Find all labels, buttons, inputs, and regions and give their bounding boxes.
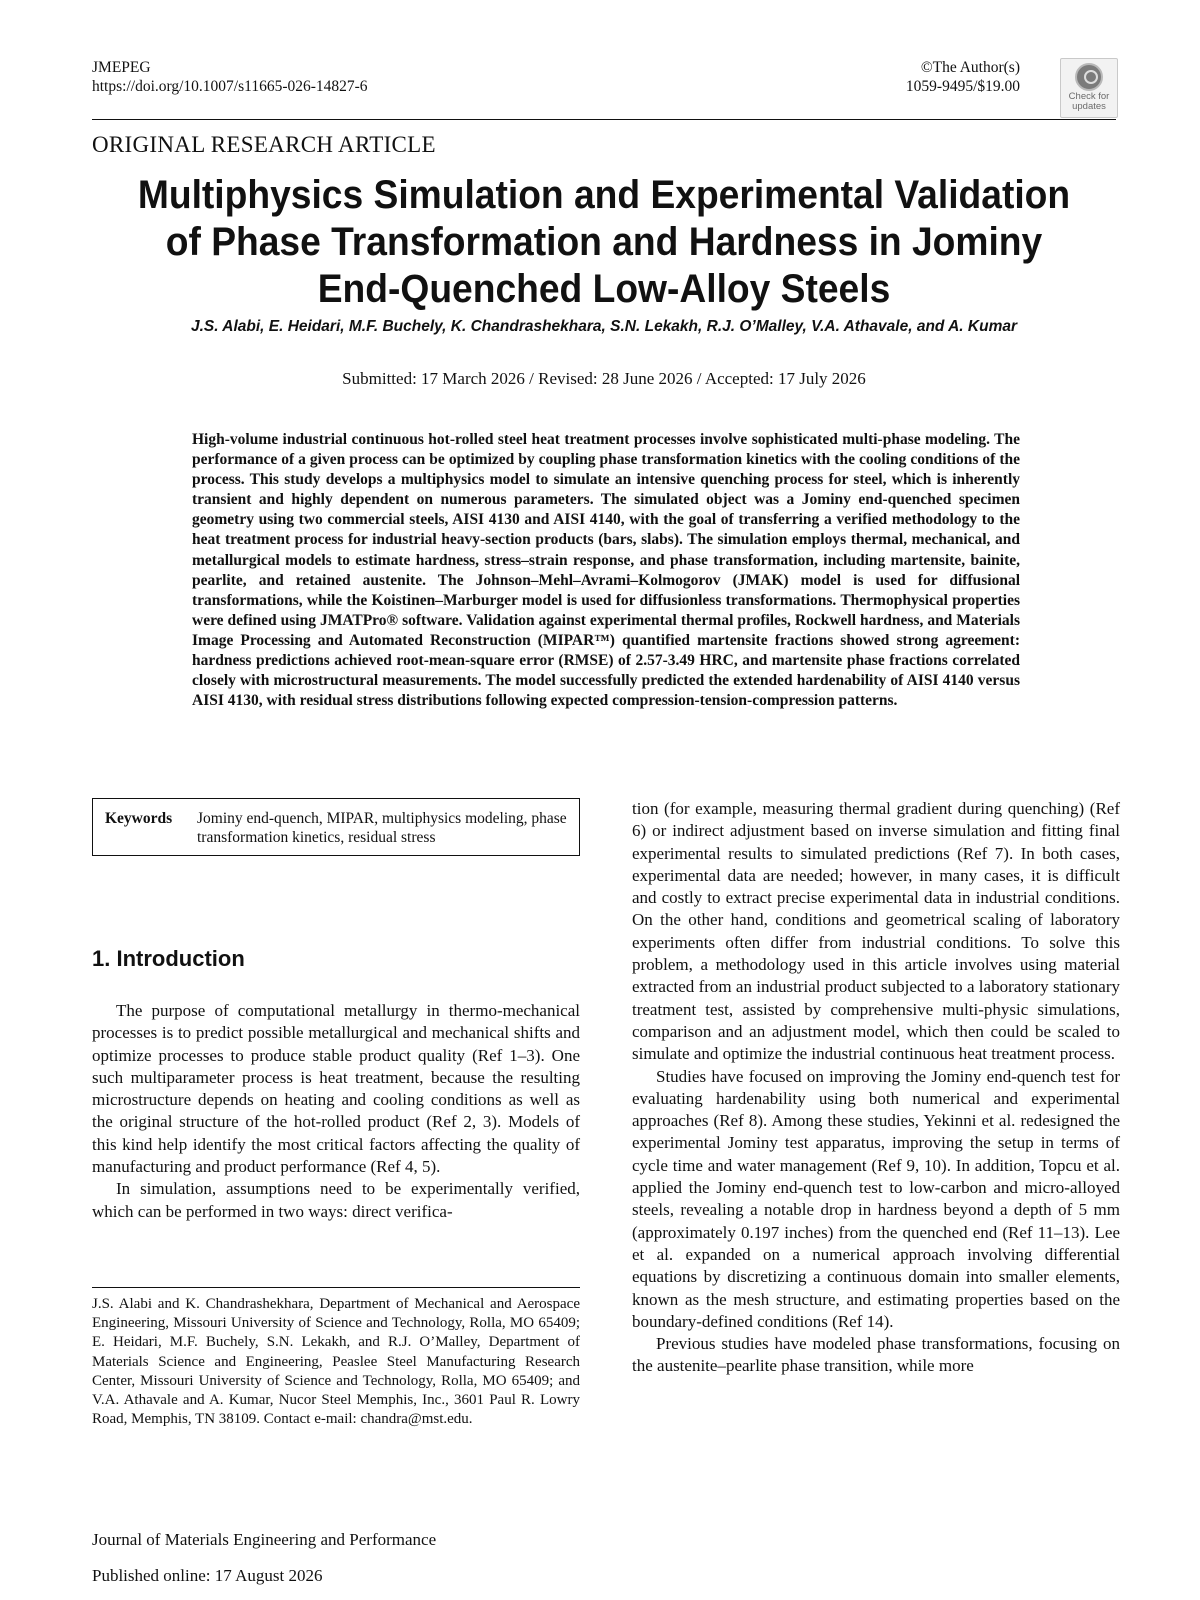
article-title	[128, 172, 1080, 313]
title-line: of Phase Transformation and Hardness in Jominy	[165, 220, 1043, 264]
paragraph: Studies have focused on improving the Jominy end-quench test for evaluating hardenability using both numerical and experimental approaches (Ref 8). Among these studies, Yekinni et al. redesigned the experimental Jominy test apparatus, improving the setup in terms of cycle time and water management (Ref 9, 10). In addition, Topcu et al. applied the Jominy end-quench test to low-carbon and micro-alloyed steels, revealing a notable drop in hardness beyond a depth of 5 mm (approximately 0.197 inches) from the quenched end (Ref 11–13). Lee et al. expanded on a numerical approach involving differential equations by discretizing a continuous domain into smaller elements, known as the mesh structure, and estimating properties based on the boundary-defined conditions (Ref 14).	[632, 1066, 1120, 1331]
submission-dates: Submitted: 17 March 2026 / Revised: 28 June 2026 / Accepted: 17 July 2026	[342, 369, 866, 388]
section-heading-introduction: 1. Introduction	[92, 946, 245, 971]
keywords-label: Keywords	[105, 810, 173, 827]
title-line: End-Quenched Low-Alloy Steels	[317, 267, 891, 311]
keywords-box	[92, 798, 580, 856]
crossmark-icon	[1075, 63, 1103, 91]
header-divider	[92, 119, 1116, 120]
badge-line2: updates	[1072, 101, 1106, 112]
journal-code: JMEPEG	[92, 59, 151, 76]
body-column-right	[632, 798, 1120, 1378]
price-text: 1059-9495/$19.00	[905, 78, 1020, 95]
published-date: Published online: 17 August 2026	[92, 1566, 323, 1585]
doi-link[interactable]: https://doi.org/10.1007/s11665-026-14827-6	[92, 78, 368, 95]
header-right	[906, 58, 1020, 96]
title-line: Multiphysics Simulation and Experimental Validation	[137, 173, 1071, 217]
author-list: J.S. Alabi, E. Heidari, M.F. Buchely, K. Chandrashekhara, S.N. Lekakh, R.J. O’Malley, V.A. Athavale, and A. Kumar	[190, 318, 1018, 335]
abstract: High-volume industrial continuous hot-rolled steel heat treatment processes involve sophisticated multi-phase modeling. The performance of a given process can be optimized by coupling phase transformation kinetics with the cooling conditions of the process. This study develops a multiphysics model to simulate an intensive quenching process for steel, which is inherently transient and highly dependent on numerous parameters. The simulated object was a Jominy end-quenched specimen geometry using two commercial steels, AISI 4130 and AISI 4140, with the goal of transferring a verified methodology to the heat treatment process for industrial heavy-section products (bars, slabs). The simulation employs thermal, mechanical, and metallurgical models to estimate hardness, stress–strain response, and phase transformation, including martensite, bainite, pearlite, and retained austenite. The Johnson–Mehl–Avrami–Kolmogorov (JMAK) model is used for diffusional transformations, while the Koistinen–Marburger model is used for diffusionless transformations. Thermophysical properties were defined using JMATPro® software. Validation against experimental thermal profiles, Rockwell hardness, and Materials Image Processing and Automated Reconstruction (MIPAR™) quantified martensite fractions showed strong agreement: hardness predictions achieved root-mean-square error (RMSE) of 2.57-3.49 HRC, and martensite phase fractions correlated closely with microstructural measurements. The model successfully predicted the extended hardenability of AISI 4140 versus AISI 4130, with residual stress distributions following expected compression-tension-compression patterns.	[192, 431, 1020, 710]
body-column-left	[92, 1000, 580, 1223]
keywords-text: Jominy end-quench, MIPAR, multiphysics modeling, phase transformation kinetics, residual stress	[197, 810, 567, 846]
journal-name: Journal of Materials Engineering and Performance	[92, 1530, 437, 1549]
header-left	[92, 58, 368, 96]
paragraph: The purpose of computational metallurgy in thermo-mechanical processes is to predict possible metallurgical and mechanical shifts and optimize processes to produce stable product quality (Ref 1–3). One such multiparameter process is heat treatment, because the resulting microstructure depends on heating and cooling conditions as well as the original structure of the hot-rolled product (Ref 2, 3). Models of this kind help identify the most critical factors affecting the quality of manufacturing and product performance (Ref 4, 5).	[92, 1001, 580, 1177]
paragraph: Previous studies have modeled phase transformations, focusing on the austenite–pearlite phase transition, while more	[632, 1334, 1120, 1376]
affiliation-footnote: J.S. Alabi and K. Chandrashekhara, Department of Mechanical and Aerospace Engineering, Missouri University of Science and Technology, Rolla, MO 65409; E. Heidari, M.F. Buchely, S.N. Lekakh, and R.J. O’Malley, Department of Materials Science and Engineering, Peaslee Steel Manufacturing Research Center, Missouri University of Science and Technology, Rolla, MO 65409; and V.A. Athavale and A. Kumar, Nucor Steel Memphis, Inc., 3601 Paul R. Lowry Road, Memphis, TN 38109. Contact e-mail: chandra@mst.edu.	[92, 1296, 580, 1428]
paragraph: In simulation, assumptions need to be experimentally verified, which can be performed in two ways: direct verifica-	[92, 1179, 580, 1221]
paragraph: tion (for example, measuring thermal gradient during quenching) (Ref 6) or indirect adjustment based on inverse simulation and fitting final experimental results to simulated predictions (Ref 7). In both cases, experimental data are needed; however, in many cases, it is difficult and costly to extract precise experimental data in industrial conditions. On the other hand, conditions and geometrical scaling of laboratory experiments often differ from industrial conditions. To solve this problem, a methodology used in this article involves using material extracted from an industrial product subjected to a laboratory stationary treatment test, assisted by comprehensive multi-physic simulations, comparison and an adjustment model, which then could be scaled to simulate and optimize the industrial continuous heat treatment process.	[632, 799, 1120, 1064]
footnote-divider	[92, 1287, 580, 1288]
copyright-text: ©The Author(s)	[920, 59, 1020, 76]
badge-line1: Check for	[1068, 91, 1110, 102]
article-type: ORIGINAL RESEARCH ARTICLE	[92, 132, 436, 157]
check-for-updates-badge[interactable]	[1060, 58, 1118, 118]
